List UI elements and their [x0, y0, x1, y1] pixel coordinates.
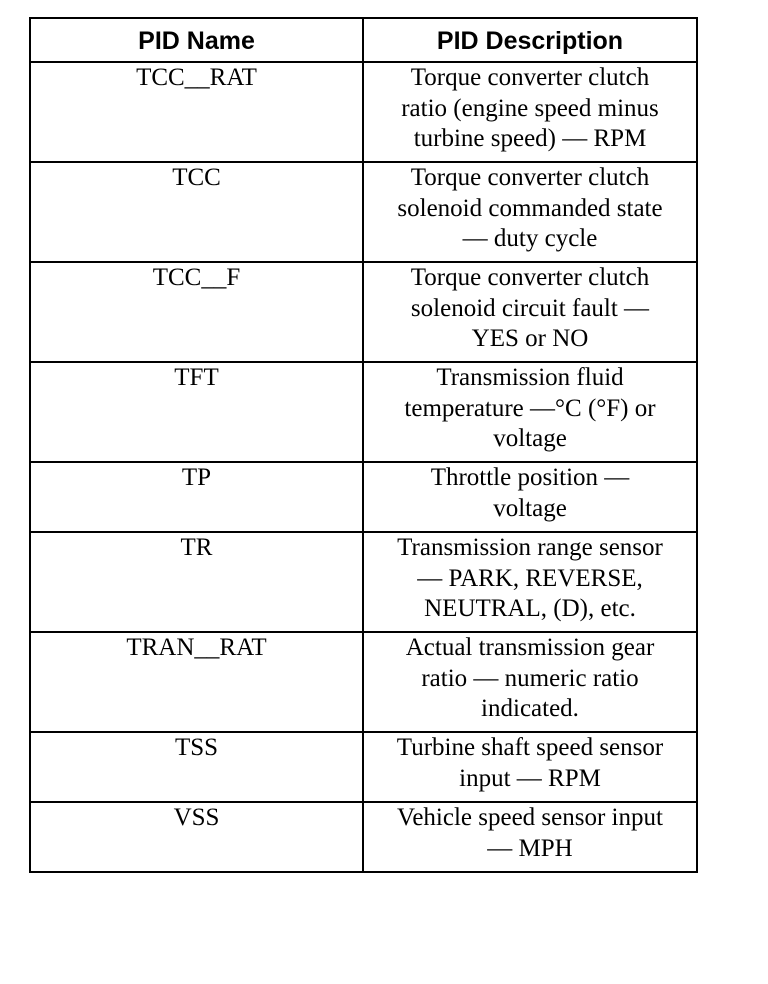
- description-line: ratio (engine speed minus: [401, 94, 659, 122]
- table-row: [30, 262, 697, 362]
- description-line: voltage: [493, 425, 567, 452]
- pid-name-cell: TSS: [30, 732, 363, 802]
- pid-description-cell: [363, 62, 697, 162]
- description-line: solenoid circuit fault —: [410, 294, 650, 322]
- pid-description-cell: [363, 732, 697, 802]
- pid-name-cell: VSS: [30, 802, 363, 872]
- table-row: [30, 802, 697, 872]
- table-row: [30, 732, 697, 802]
- pid-name-cell: TRAN__RAT: [30, 632, 363, 732]
- pid-description-cell: [363, 632, 697, 732]
- pid-table: [29, 17, 698, 873]
- pid-description-cell: [363, 362, 697, 462]
- description-line: — MPH: [487, 834, 573, 862]
- description-line: — duty cycle: [462, 225, 598, 252]
- description-line: Torque converter clutch: [410, 164, 650, 191]
- description-line: Torque converter clutch: [410, 264, 650, 291]
- description-line: Turbine shaft speed sensor: [396, 734, 664, 761]
- pid-description-cell: [363, 162, 697, 262]
- description-line: turbine speed) — RPM: [413, 125, 647, 152]
- header-pid-description: PID Description: [363, 18, 697, 62]
- description-line: Actual transmission gear: [405, 634, 655, 661]
- pid-name-cell: TCC: [30, 162, 363, 262]
- table-row: [30, 162, 697, 262]
- header-pid-name: PID Name: [30, 18, 363, 62]
- table-row: [30, 62, 697, 162]
- pid-name-cell: TFT: [30, 362, 363, 462]
- pid-description-cell: [363, 262, 697, 362]
- description-line: Transmission fluid: [436, 364, 624, 391]
- description-line: Torque converter clutch: [410, 64, 650, 91]
- pid-description-cell: [363, 462, 697, 532]
- description-line: temperature —°C (°F) or: [404, 394, 656, 422]
- pid-description-cell: [363, 532, 697, 632]
- table-row: [30, 632, 697, 732]
- pid-name-cell: TCC__F: [30, 262, 363, 362]
- description-line: input — RPM: [459, 764, 601, 792]
- pid-description-cell: [363, 802, 697, 872]
- table-row: [30, 362, 697, 462]
- description-line: ratio — numeric ratio: [421, 664, 639, 692]
- description-line: Throttle position —: [430, 464, 630, 491]
- pid-name-cell: TP: [30, 462, 363, 532]
- description-line: indicated.: [481, 695, 579, 722]
- table-row: [30, 462, 697, 532]
- pid-name-cell: TR: [30, 532, 363, 632]
- description-line: — PARK, REVERSE,: [417, 564, 643, 592]
- header-row: [30, 18, 697, 62]
- description-line: YES or NO: [471, 325, 589, 352]
- description-line: Transmission range sensor: [397, 534, 663, 561]
- table-row: [30, 532, 697, 632]
- description-line: Vehicle speed sensor input: [397, 804, 663, 831]
- description-line: NEUTRAL, (D), etc.: [424, 595, 636, 622]
- description-line: solenoid commanded state: [397, 194, 663, 222]
- pid-name-cell: TCC__RAT: [30, 62, 363, 162]
- description-line: voltage: [493, 494, 567, 522]
